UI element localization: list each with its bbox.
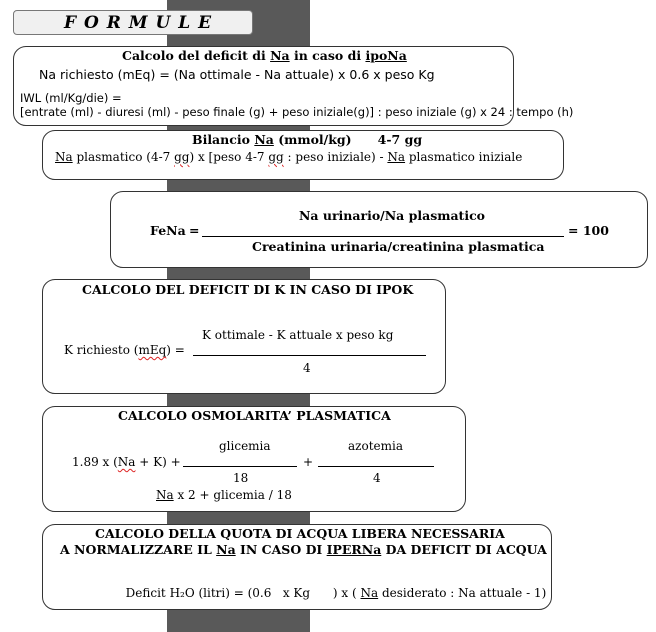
k-label	[64, 343, 185, 357]
osm-plus: +	[303, 455, 314, 469]
osm-simplified-rest: x 2 + glicemia / 18	[173, 488, 292, 502]
free-water-title-2-rest: DA DEFICIT DI ACQUA	[381, 542, 547, 557]
osm-prefix-text: 1.89 x (	[72, 455, 118, 469]
k-deficit-title: CALCOLO DEL DEFICIT DI K IN CASO DI IPOK	[82, 282, 414, 297]
formula-text-2: ) x [peso 4-7	[189, 150, 269, 164]
k-numerator: K ottimale - K attuale x peso kg	[202, 328, 394, 342]
heading-text: Calcolo del deficit di	[122, 48, 271, 63]
formula-na-1: Na	[55, 150, 73, 164]
free-water-title-2	[60, 542, 547, 557]
formula-text-4: plasmatico iniziale	[405, 150, 523, 164]
osm-frac1-line	[183, 466, 297, 467]
free-water-title-1: CALCOLO DELLA QUOTA DI ACQUA LIBERA NECESSARIA	[95, 526, 505, 541]
osm-frac1-den: 18	[233, 471, 249, 485]
formula-gg-1: gg	[174, 150, 190, 164]
na-deficit-formula: Na richiesto (mEq) = (Na ottimale - Na attuale) x 0.6 x peso Kg	[39, 67, 435, 82]
free-water-formula-rest: desiderato : Na attuale - 1)	[378, 586, 547, 600]
k-label-meq: mEq	[138, 343, 167, 357]
fena-numerator: Na urinario/Na plasmatico	[299, 208, 486, 223]
fena-label: FeNa	[150, 223, 186, 238]
fena-denominator: Creatinina urinaria/creatinina plasmatica	[252, 239, 545, 254]
page-title: F O R M U L E	[64, 13, 213, 33]
formula-na-2: Na	[387, 150, 406, 164]
balance-title-text: Bilancio	[192, 132, 255, 147]
fena-fraction-line	[202, 236, 564, 237]
free-water-formula-na: Na	[360, 586, 379, 600]
k-fraction-line	[193, 355, 426, 356]
iwl-formula: [entrate (ml) - diuresi (ml) - peso finale (g) + peso iniziale(g)] : peso iniziale (g) x 24 : tempo (h)	[20, 105, 574, 119]
heading-text-mid: in caso di	[289, 48, 366, 63]
osm-frac2-den: 4	[373, 471, 381, 485]
fena-equals: =	[189, 223, 200, 238]
k-label-text: K richiesto (	[64, 343, 139, 357]
balance-title-rest: (mmol/kg) 4-7 gg	[273, 132, 423, 147]
osm-prefix	[72, 455, 181, 469]
heading-na: Na	[270, 48, 290, 63]
formula-text-3: : peso iniziale) -	[283, 150, 388, 164]
k-label-equals: ) =	[166, 343, 185, 357]
formula-text-1: plasmatico (4-7	[72, 150, 175, 164]
osm-prefix-na: Na	[117, 455, 136, 469]
free-water-title-2-iperna: IPERNa	[326, 542, 382, 557]
iwl-label: IWL (ml/Kg/die) =	[20, 91, 122, 105]
osm-frac2-num: azotemia	[348, 439, 403, 453]
balance-title-na: Na	[254, 132, 274, 147]
title-box	[13, 10, 253, 35]
free-water-formula-text: Deficit H₂O (litri) = (0.6 x Kg ) x (	[125, 586, 361, 600]
free-water-title-2-na: Na	[216, 542, 236, 557]
osmolarity-title: CALCOLO OSMOLARITA’ PLASMATICA	[118, 408, 391, 423]
osm-simplified-na: Na	[156, 488, 174, 502]
osm-prefix-rest: + K) +	[135, 455, 181, 469]
free-water-formula	[118, 572, 546, 600]
heading-ipona: ipoNa	[365, 48, 407, 63]
na-deficit-heading	[122, 48, 407, 63]
free-water-title-2-text: A NORMALIZZARE IL	[60, 542, 217, 557]
osm-simplified	[156, 488, 292, 502]
na-balance-formula	[55, 150, 522, 164]
k-denominator: 4	[303, 361, 311, 375]
formula-gg-2: gg	[268, 150, 284, 164]
osm-frac2-line	[318, 466, 434, 467]
free-water-title-2-mid: IN CASO DI	[235, 542, 327, 557]
osm-frac1-num: glicemia	[219, 439, 271, 453]
fena-result: = 100	[568, 223, 609, 238]
na-balance-title	[192, 132, 422, 147]
